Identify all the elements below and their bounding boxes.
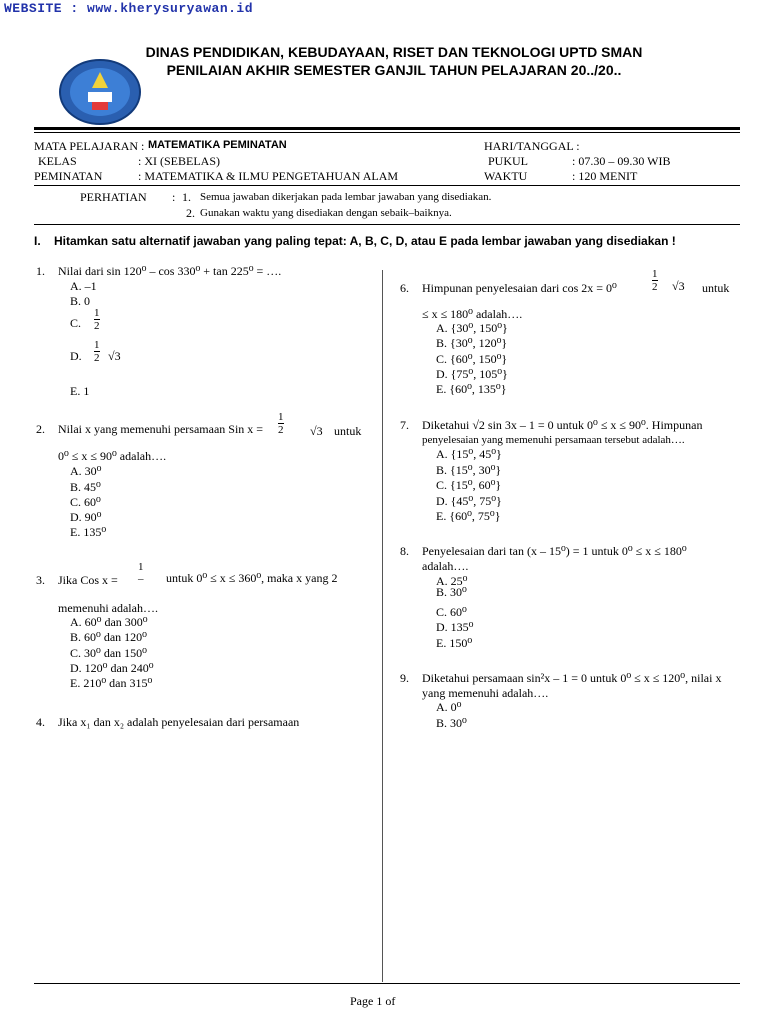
perhatian-item1-num: 1. <box>182 190 191 204</box>
q2-option-c[interactable]: C. 60⁰ <box>70 495 101 509</box>
q6-option-b[interactable]: B. {30⁰, 120⁰} <box>436 336 508 350</box>
q3-option-d[interactable]: D. 120⁰ dan 240⁰ <box>70 661 154 675</box>
mapel-label: MATA PELAJARAN : <box>34 139 145 153</box>
q3-num: 3. <box>36 573 45 587</box>
q4-num: 4. <box>36 715 45 729</box>
q7-text: Diketahui √2 sin 3x – 1 = 0 untuk 0⁰ ≤ x ≤ 90⁰. Himpunan <box>422 418 703 432</box>
q6-denominator: 2 <box>652 281 658 293</box>
header-rule-thick <box>34 127 740 130</box>
q6-text-a: Himpunan penyelesaian dari cos 2x = 0⁰ <box>422 281 617 295</box>
q2-denominator: 2 <box>278 424 284 436</box>
q6-numerator: 1 <box>652 268 658 280</box>
q4-text: Jika x₁ dan x₂ adalah penyelesaian dari persamaan <box>58 715 300 729</box>
q1-option-d[interactable]: D. <box>70 349 82 363</box>
q1-num: 1. <box>36 264 45 278</box>
q3-option-c[interactable]: C. 30⁰ dan 150⁰ <box>70 646 147 660</box>
q7-text2: penyelesaian yang memenuhi persamaan tersebut adalah…. <box>422 434 685 446</box>
q9-option-a[interactable]: A. 0⁰ <box>436 700 462 714</box>
q6-option-c[interactable]: C. {60⁰, 150⁰} <box>436 352 508 366</box>
q2-option-e[interactable]: E. 135⁰ <box>70 525 107 539</box>
q1-c-numerator: 1 <box>94 307 100 319</box>
pukul-value: : 07.30 – 09.30 WIB <box>572 154 671 168</box>
q7-option-d[interactable]: D. {45⁰, 75⁰} <box>436 494 502 508</box>
kelas-value: : XI (SEBELAS) <box>138 154 220 168</box>
q3-text2: memenuhi adalah…. <box>58 601 158 615</box>
q9-text: Diketahui persamaan sin²x – 1 = 0 untuk 0⁰ ≤ x ≤ 120⁰, nilai x <box>422 671 722 685</box>
column-divider <box>382 270 383 982</box>
q7-option-c[interactable]: C. {15⁰, 60⁰} <box>436 478 502 492</box>
q8-num: 8. <box>400 544 409 558</box>
q6-text-b: untuk <box>702 281 730 295</box>
perhatian-rule <box>34 224 740 225</box>
q6-option-e[interactable]: E. {60⁰, 135⁰} <box>436 382 507 396</box>
q1-option-b[interactable]: B. 0 <box>70 294 91 308</box>
pukul-label: PUKUL <box>488 154 529 168</box>
q9-text2: yang memenuhi adalah…. <box>422 686 549 700</box>
q9-option-b[interactable]: B. 30⁰ <box>436 716 467 730</box>
q2-root: √3 <box>310 424 323 438</box>
q1-option-d-fraction <box>94 339 100 364</box>
q8-option-b[interactable]: B. 30⁰ <box>436 585 467 599</box>
q2-text2: 0⁰ ≤ x ≤ 90⁰ adalah…. <box>58 449 167 463</box>
instruction-text: Hitamkan satu alternatif jawaban yang paling tepat: A, B, C, D, atau E pada lembar jawaban yang disediakan ! <box>54 234 676 248</box>
kelas-label: KELAS <box>38 154 77 168</box>
q2-option-d[interactable]: D. 90⁰ <box>70 510 102 524</box>
q1-text: Nilai dari sin 120⁰ – cos 330⁰ + tan 225⁰ = …. <box>58 264 282 278</box>
q6-option-d[interactable]: D. {75⁰, 105⁰} <box>436 367 508 381</box>
q6-fraction <box>652 268 658 293</box>
perhatian-item2: Gunakan waktu yang disediakan dengan sebaik–baiknya. <box>200 207 452 219</box>
peminatan-value: : MATEMATIKA & ILMU PENGETAHUAN ALAM <box>138 169 399 183</box>
page-number: Page 1 of <box>350 994 396 1008</box>
header-line-2: PENILAIAN AKHIR SEMESTER GANJIL TAHUN PELAJARAN 20../20.. <box>166 62 622 78</box>
q3-text-a: Jika Cos x = <box>58 573 118 587</box>
q1-option-c[interactable]: C. <box>70 316 82 330</box>
footer-rule <box>34 983 740 984</box>
waktu-label: WAKTU <box>484 169 528 183</box>
q8-option-e[interactable]: E. 150⁰ <box>436 636 473 650</box>
q2-option-a[interactable]: A. 30⁰ <box>70 464 102 478</box>
perhatian-item1: Semua jawaban dikerjakan pada lembar jawaban yang disediakan. <box>200 191 492 203</box>
q7-option-b[interactable]: B. {15⁰, 30⁰} <box>436 463 502 477</box>
q3-denominator: – <box>138 573 144 585</box>
q6-root: √3 <box>672 279 685 293</box>
q2-text-a: Nilai x yang memenuhi persamaan Sin x = <box>58 422 264 436</box>
perhatian-label: PERHATIAN <box>80 190 147 204</box>
q6-num: 6. <box>400 281 409 295</box>
q8-text2: adalah…. <box>422 559 469 573</box>
q1-option-e[interactable]: E. 1 <box>70 384 90 398</box>
q3-option-a[interactable]: A. 60⁰ dan 300⁰ <box>70 615 148 629</box>
q8-option-c[interactable]: C. 60⁰ <box>436 605 467 619</box>
website-label[interactable]: WEBSITE : www.kherysuryawan.id <box>4 1 254 16</box>
q1-c-denominator: 2 <box>94 320 100 332</box>
perhatian-colon: : <box>172 190 176 204</box>
q8-option-a[interactable]: A. 25⁰ <box>436 574 468 588</box>
q2-numerator: 1 <box>278 411 284 423</box>
q3-option-e[interactable]: E. 210⁰ dan 315⁰ <box>70 676 153 690</box>
peminatan-label: PEMINATAN <box>34 169 103 183</box>
q8-option-d[interactable]: D. 135⁰ <box>436 620 474 634</box>
instruction <box>34 234 676 248</box>
q3-option-b[interactable]: B. 60⁰ dan 120⁰ <box>70 630 147 644</box>
q2-num: 2. <box>36 422 45 436</box>
q1-option-a[interactable]: A. –1 <box>70 279 97 293</box>
q6-text2: ≤ x ≤ 180⁰ adalah…. <box>422 307 523 321</box>
q2-text-b: untuk <box>334 424 362 438</box>
q3-numerator: 1 <box>138 561 144 573</box>
header-line-1: DINAS PENDIDIKAN, KEBUDAYAAN, RISET DAN TEKNOLOGI UPTD SMAN <box>145 44 643 60</box>
q7-option-e[interactable]: E. {60⁰, 75⁰} <box>436 509 501 523</box>
q2-option-b[interactable]: B. 45⁰ <box>70 480 101 494</box>
hari-label: HARI/TANGGAL : <box>484 139 580 153</box>
info-rule <box>34 185 740 186</box>
q3-text-b: untuk 0⁰ ≤ x ≤ 360⁰, maka x yang 2 <box>166 571 338 585</box>
perhatian-item2-num: 2. <box>186 206 195 220</box>
waktu-value: : 120 MENIT <box>572 169 638 183</box>
instruction-num: I. <box>34 234 41 248</box>
q8-text: Penyelesaian dari tan (x – 15⁰) = 1 untuk 0⁰ ≤ x ≤ 180⁰ <box>422 544 687 558</box>
q1-d-denominator: 2 <box>94 352 100 364</box>
q6-option-a[interactable]: A. {30⁰, 150⁰} <box>436 321 508 335</box>
header-rule-thin <box>34 132 740 133</box>
q9-num: 9. <box>400 671 409 685</box>
q2-fraction <box>278 411 284 436</box>
q7-option-a[interactable]: A. {15⁰, 45⁰} <box>436 447 502 461</box>
q1-d-numerator: 1 <box>94 339 100 351</box>
mapel-value: MATEMATIKA PEMINATAN <box>148 139 287 151</box>
q3-fraction <box>138 561 144 585</box>
q1-d-root: √3 <box>108 349 121 363</box>
q1-option-c-fraction <box>94 307 100 332</box>
q7-num: 7. <box>400 418 409 432</box>
